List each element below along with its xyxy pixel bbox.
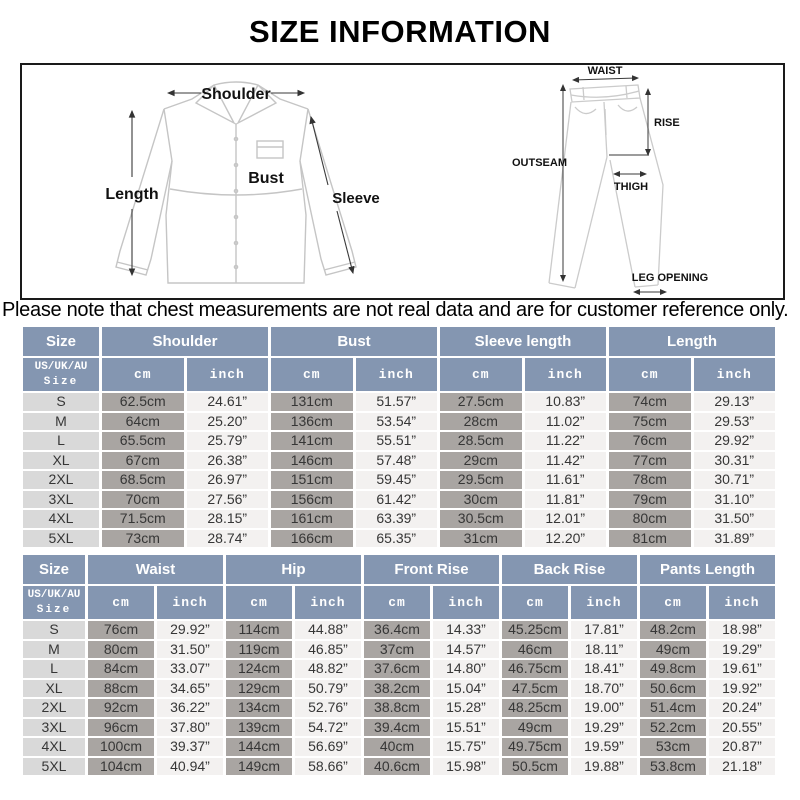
cm-value-cell: 71.5cm	[102, 510, 184, 528]
inch-value-cell: 27.56”	[187, 491, 269, 509]
table-row	[23, 621, 775, 639]
inch-value-cell: 26.38”	[187, 452, 269, 470]
inch-value-cell: 19.61”	[709, 660, 775, 678]
cm-value-cell: 48.2cm	[640, 621, 706, 639]
inch-value-cell: 29.13”	[694, 393, 776, 411]
inch-value-cell: 28.74”	[187, 530, 269, 548]
size-label-cell: M	[23, 413, 99, 431]
size-label-cell: S	[23, 621, 85, 639]
cm-value-cell: 31cm	[440, 530, 522, 548]
inch-value-cell: 55.51”	[356, 432, 438, 450]
size-subheader-cell: US/UK/AU Size	[23, 358, 99, 391]
group-header-cell: Sleeve length	[440, 327, 606, 356]
cm-value-cell: 76cm	[609, 432, 691, 450]
cm-value-cell: 53cm	[640, 738, 706, 756]
shirt-line-art	[116, 82, 356, 283]
table-row	[23, 432, 775, 450]
group-header-cell: Waist	[88, 555, 223, 584]
cm-value-cell: 104cm	[88, 758, 154, 776]
size-header-cell: Size	[23, 555, 85, 584]
inch-value-cell: 18.98”	[709, 621, 775, 639]
inch-value-cell: 33.07”	[157, 660, 223, 678]
cm-value-cell: 151cm	[271, 471, 353, 489]
group-header-cell: Front Rise	[364, 555, 499, 584]
inch-value-cell: 25.20”	[187, 413, 269, 431]
pants-rise-label: RISE	[654, 117, 680, 129]
cm-value-cell: 45.25cm	[502, 621, 568, 639]
unit-header-cell: inch	[694, 358, 776, 391]
cm-value-cell: 76cm	[88, 621, 154, 639]
cm-value-cell: 39.4cm	[364, 719, 430, 737]
inch-value-cell: 19.92”	[709, 680, 775, 698]
inch-value-cell: 26.97”	[187, 471, 269, 489]
shirt-bust-label: Bust	[248, 170, 284, 187]
inch-value-cell: 30.31”	[694, 452, 776, 470]
inch-value-cell: 20.87”	[709, 738, 775, 756]
inch-value-cell: 54.72”	[295, 719, 361, 737]
inch-value-cell: 17.81”	[571, 621, 637, 639]
cm-value-cell: 74cm	[609, 393, 691, 411]
size-label-cell: 4XL	[23, 738, 85, 756]
inch-value-cell: 31.10”	[694, 491, 776, 509]
inch-value-cell: 10.83”	[525, 393, 607, 411]
table-group-header-row	[23, 327, 775, 356]
cm-value-cell: 30cm	[440, 491, 522, 509]
group-header-cell: Shoulder	[102, 327, 268, 356]
inch-value-cell: 28.15”	[187, 510, 269, 528]
cm-value-cell: 144cm	[226, 738, 292, 756]
inch-value-cell: 44.88”	[295, 621, 361, 639]
inch-value-cell: 21.18”	[709, 758, 775, 776]
unit-header-cell: cm	[271, 358, 353, 391]
table-row	[23, 471, 775, 489]
inch-value-cell: 14.80”	[433, 660, 499, 678]
cm-value-cell: 30.5cm	[440, 510, 522, 528]
cm-value-cell: 28.5cm	[440, 432, 522, 450]
cm-value-cell: 124cm	[226, 660, 292, 678]
unit-header-cell: inch	[356, 358, 438, 391]
inch-value-cell: 58.66”	[295, 758, 361, 776]
inch-value-cell: 15.04”	[433, 680, 499, 698]
inch-value-cell: 34.65”	[157, 680, 223, 698]
inch-value-cell: 20.55”	[709, 719, 775, 737]
size-label-cell: L	[23, 432, 99, 450]
inch-value-cell: 50.79”	[295, 680, 361, 698]
inch-value-cell: 65.35”	[356, 530, 438, 548]
cm-value-cell: 28cm	[440, 413, 522, 431]
inch-value-cell: 19.29”	[571, 719, 637, 737]
cm-value-cell: 48.25cm	[502, 699, 568, 717]
size-label-cell: 3XL	[23, 491, 99, 509]
cm-value-cell: 36.4cm	[364, 621, 430, 639]
size-label-cell: M	[23, 641, 85, 659]
cm-value-cell: 141cm	[271, 432, 353, 450]
cm-value-cell: 53.8cm	[640, 758, 706, 776]
pants-leg-opening-label: LEG OPENING	[631, 272, 709, 284]
cm-value-cell: 49.8cm	[640, 660, 706, 678]
group-header-cell: Bust	[271, 327, 437, 356]
cm-value-cell: 65.5cm	[102, 432, 184, 450]
cm-value-cell: 27.5cm	[440, 393, 522, 411]
size-subheader-cell: US/UK/AU Size	[23, 586, 85, 619]
inch-value-cell: 14.57”	[433, 641, 499, 659]
size-label-cell: 5XL	[23, 758, 85, 776]
cm-value-cell: 136cm	[271, 413, 353, 431]
inch-value-cell: 11.81”	[525, 491, 607, 509]
shirt-length-label: Length	[105, 186, 159, 203]
cm-value-cell: 114cm	[226, 621, 292, 639]
inch-value-cell: 31.50”	[694, 510, 776, 528]
cm-value-cell: 47.5cm	[502, 680, 568, 698]
unit-header-cell: cm	[102, 358, 184, 391]
cm-value-cell: 40cm	[364, 738, 430, 756]
cm-value-cell: 78cm	[609, 471, 691, 489]
cm-value-cell: 73cm	[102, 530, 184, 548]
inch-value-cell: 14.33”	[433, 621, 499, 639]
cm-value-cell: 29.5cm	[440, 471, 522, 489]
size-label-cell: 2XL	[23, 471, 99, 489]
table-row	[23, 510, 775, 528]
cm-value-cell: 81cm	[609, 530, 691, 548]
size-table	[20, 325, 778, 549]
unit-header-cell: cm	[226, 586, 292, 619]
inch-value-cell: 12.20”	[525, 530, 607, 548]
size-table	[20, 553, 778, 777]
pants-waist-label: WAIST	[587, 65, 623, 77]
size-label-cell: XL	[23, 452, 99, 470]
cm-value-cell: 51.4cm	[640, 699, 706, 717]
table-row	[23, 699, 775, 717]
inch-value-cell: 63.39”	[356, 510, 438, 528]
table-unit-header-row	[23, 358, 775, 391]
inch-value-cell: 29.53”	[694, 413, 776, 431]
measurement-diagram-box	[20, 63, 785, 300]
inch-value-cell: 19.00”	[571, 699, 637, 717]
cm-value-cell: 49cm	[502, 719, 568, 737]
inch-value-cell: 48.82”	[295, 660, 361, 678]
cm-value-cell: 129cm	[226, 680, 292, 698]
cm-value-cell: 161cm	[271, 510, 353, 528]
cm-value-cell: 38.2cm	[364, 680, 430, 698]
cm-value-cell: 96cm	[88, 719, 154, 737]
cm-value-cell: 50.5cm	[502, 758, 568, 776]
pants-outseam-label: OUTSEAM	[512, 157, 567, 169]
inch-value-cell: 56.69”	[295, 738, 361, 756]
unit-header-cell: inch	[571, 586, 637, 619]
inch-value-cell: 25.79”	[187, 432, 269, 450]
cm-value-cell: 166cm	[271, 530, 353, 548]
inch-value-cell: 36.22”	[157, 699, 223, 717]
cm-value-cell: 88cm	[88, 680, 154, 698]
size-label-cell: L	[23, 660, 85, 678]
unit-header-cell: inch	[433, 586, 499, 619]
cm-value-cell: 62.5cm	[102, 393, 184, 411]
group-header-cell: Pants Length	[640, 555, 775, 584]
table-group-header-row	[23, 555, 775, 584]
inch-value-cell: 53.54”	[356, 413, 438, 431]
size-label-cell: 3XL	[23, 719, 85, 737]
inch-value-cell: 15.51”	[433, 719, 499, 737]
inch-value-cell: 24.61”	[187, 393, 269, 411]
unit-header-cell: inch	[157, 586, 223, 619]
cm-value-cell: 139cm	[226, 719, 292, 737]
cm-value-cell: 92cm	[88, 699, 154, 717]
table-row	[23, 413, 775, 431]
group-header-cell: Hip	[226, 555, 361, 584]
inch-value-cell: 11.22”	[525, 432, 607, 450]
inch-value-cell: 18.41”	[571, 660, 637, 678]
unit-header-cell: cm	[364, 586, 430, 619]
cm-value-cell: 119cm	[226, 641, 292, 659]
cm-value-cell: 46cm	[502, 641, 568, 659]
inch-value-cell: 12.01”	[525, 510, 607, 528]
size-label-cell: 2XL	[23, 699, 85, 717]
size-header-cell: Size	[23, 327, 99, 356]
size-label-cell: 5XL	[23, 530, 99, 548]
inch-value-cell: 11.61”	[525, 471, 607, 489]
shirt-sleeve-label: Sleeve	[332, 190, 380, 207]
inch-value-cell: 15.98”	[433, 758, 499, 776]
cm-value-cell: 52.2cm	[640, 719, 706, 737]
inch-value-cell: 20.24”	[709, 699, 775, 717]
cm-value-cell: 49cm	[640, 641, 706, 659]
table-row	[23, 530, 775, 548]
pants-size-table	[20, 553, 780, 777]
table-row	[23, 641, 775, 659]
inch-value-cell: 18.70”	[571, 680, 637, 698]
inch-value-cell: 31.50”	[157, 641, 223, 659]
group-header-cell: Back Rise	[502, 555, 637, 584]
inch-value-cell: 19.88”	[571, 758, 637, 776]
cm-value-cell: 131cm	[271, 393, 353, 411]
cm-value-cell: 80cm	[88, 641, 154, 659]
cm-value-cell: 29cm	[440, 452, 522, 470]
shirt-size-table	[20, 325, 780, 549]
group-header-cell: Length	[609, 327, 775, 356]
cm-value-cell: 64cm	[102, 413, 184, 431]
shirt-shoulder-label: Shoulder	[201, 86, 271, 103]
unit-header-cell: cm	[502, 586, 568, 619]
cm-value-cell: 100cm	[88, 738, 154, 756]
disclaimer-note: Please note that chest measurements are not real data and are for customer reference only.	[2, 299, 789, 321]
inch-value-cell: 59.45”	[356, 471, 438, 489]
cm-value-cell: 68.5cm	[102, 471, 184, 489]
cm-value-cell: 70cm	[102, 491, 184, 509]
inch-value-cell: 51.57”	[356, 393, 438, 411]
unit-header-cell: cm	[609, 358, 691, 391]
size-label-cell: 4XL	[23, 510, 99, 528]
table-row	[23, 393, 775, 411]
pants-thigh-label: THIGH	[613, 181, 649, 193]
inch-value-cell: 30.71”	[694, 471, 776, 489]
inch-value-cell: 40.94”	[157, 758, 223, 776]
inch-value-cell: 61.42”	[356, 491, 438, 509]
pants-diagram	[442, 65, 787, 296]
shirt-diagram	[56, 65, 426, 296]
page-title: SIZE INFORMATION	[249, 14, 551, 49]
unit-header-cell: cm	[640, 586, 706, 619]
inch-value-cell: 11.42”	[525, 452, 607, 470]
inch-value-cell: 37.80”	[157, 719, 223, 737]
table-row	[23, 719, 775, 737]
table-row	[23, 452, 775, 470]
size-label-cell: S	[23, 393, 99, 411]
cm-value-cell: 50.6cm	[640, 680, 706, 698]
cm-value-cell: 80cm	[609, 510, 691, 528]
cm-value-cell: 38.8cm	[364, 699, 430, 717]
cm-value-cell: 146cm	[271, 452, 353, 470]
inch-value-cell: 15.75”	[433, 738, 499, 756]
cm-value-cell: 40.6cm	[364, 758, 430, 776]
table-row	[23, 660, 775, 678]
cm-value-cell: 37.6cm	[364, 660, 430, 678]
cm-value-cell: 67cm	[102, 452, 184, 470]
unit-header-cell: cm	[88, 586, 154, 619]
inch-value-cell: 29.92”	[694, 432, 776, 450]
cm-value-cell: 134cm	[226, 699, 292, 717]
inch-value-cell: 39.37”	[157, 738, 223, 756]
inch-value-cell: 19.29”	[709, 641, 775, 659]
inch-value-cell: 52.76”	[295, 699, 361, 717]
cm-value-cell: 149cm	[226, 758, 292, 776]
table-unit-header-row	[23, 586, 775, 619]
unit-header-cell: inch	[525, 358, 607, 391]
inch-value-cell: 19.59”	[571, 738, 637, 756]
table-row	[23, 491, 775, 509]
inch-value-cell: 46.85”	[295, 641, 361, 659]
size-label-cell: XL	[23, 680, 85, 698]
inch-value-cell: 11.02”	[525, 413, 607, 431]
cm-value-cell: 49.75cm	[502, 738, 568, 756]
inch-value-cell: 57.48”	[356, 452, 438, 470]
inch-value-cell: 31.89”	[694, 530, 776, 548]
cm-value-cell: 79cm	[609, 491, 691, 509]
cm-value-cell: 84cm	[88, 660, 154, 678]
table-row	[23, 758, 775, 776]
unit-header-cell: cm	[440, 358, 522, 391]
inch-value-cell: 29.92”	[157, 621, 223, 639]
unit-header-cell: inch	[187, 358, 269, 391]
cm-value-cell: 77cm	[609, 452, 691, 470]
cm-value-cell: 156cm	[271, 491, 353, 509]
inch-value-cell: 15.28”	[433, 699, 499, 717]
cm-value-cell: 75cm	[609, 413, 691, 431]
cm-value-cell: 46.75cm	[502, 660, 568, 678]
cm-value-cell: 37cm	[364, 641, 430, 659]
unit-header-cell: inch	[295, 586, 361, 619]
table-row	[23, 738, 775, 756]
table-row	[23, 680, 775, 698]
inch-value-cell: 18.11”	[571, 641, 637, 659]
unit-header-cell: inch	[709, 586, 775, 619]
